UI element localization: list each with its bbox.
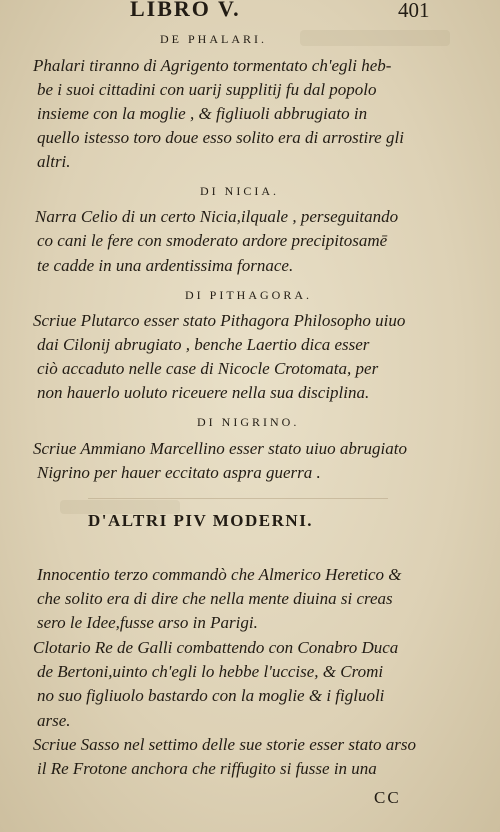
section-heading: DI NICIA. [200, 184, 279, 198]
text-line: arse. [37, 711, 71, 730]
text-line: Clotario Re de Galli combattendo con Conabro Duca [33, 638, 399, 657]
text-line: altri. [37, 152, 71, 171]
text-line: non hauerlo uoluto riceuere nella sua disciplina. [37, 383, 370, 402]
text-line: sero le Idee,fusse arso in Parigi. [37, 613, 258, 632]
text-line: Innocentio terzo commandò che Almerico Heretico & [37, 565, 402, 584]
text-line: Scriue Ammiano Marcellino esser stato uiuo abrugiato [33, 439, 407, 458]
text-line: il Re Frotone anchora che riffugito si fusse in una [37, 759, 377, 778]
section-heading: DI NIGRINO. [197, 415, 300, 429]
text-line: quello istesso toro doue esso solito era di arrostire gli [37, 128, 404, 147]
page-number: 401 [398, 0, 430, 22]
text-line: Scriue Plutarco esser stato Pithagora Philosopho uiuo [33, 311, 406, 330]
text-line: dai Cilonij abrugiato , benche Laertio dica esser [37, 335, 370, 354]
text-line: Nigrino per hauer eccitato aspra guerra . [37, 463, 321, 482]
text-line: ciò accaduto nelle case di Nicocle Crotomata, per [37, 359, 379, 378]
section-divider [88, 498, 388, 499]
chapter-heading: D'ALTRI PIV MODERNI. [88, 511, 314, 530]
bleed-through [300, 30, 450, 46]
text-line: co cani le fere con smoderato ardore precipitosamē [37, 231, 388, 250]
text-line: insieme con la moglie , & figliuoli abbrugiato in [37, 104, 368, 123]
text-line: no suo figliuolo bastardo con la moglie & i figluoli [37, 686, 385, 705]
signature-mark: CC [374, 788, 401, 807]
running-head: LIBRO V. [130, 0, 241, 21]
text-line: Phalari tiranno di Agrigento tormentato ch'egli heb- [33, 56, 392, 75]
text-line: Narra Celio di un certo Nicia,ilquale , perseguitando [35, 207, 399, 226]
text-line: Scriue Sasso nel settimo delle sue storie esser stato arso [33, 735, 416, 754]
text-line: te cadde in una ardentissima fornace. [37, 256, 294, 275]
section-heading: DI PITHAGORA. [185, 288, 312, 302]
text-line: de Bertoni,uinto ch'egli lo hebbe l'uccise, & Cromi [37, 662, 384, 681]
section-heading: DE PHALARI. [160, 32, 267, 46]
text-line: che solito era di dire che nella mente diuina si creas [37, 589, 393, 608]
text-line: be i suoi cittadini con uarij supplitij fu dal popolo [37, 80, 377, 99]
